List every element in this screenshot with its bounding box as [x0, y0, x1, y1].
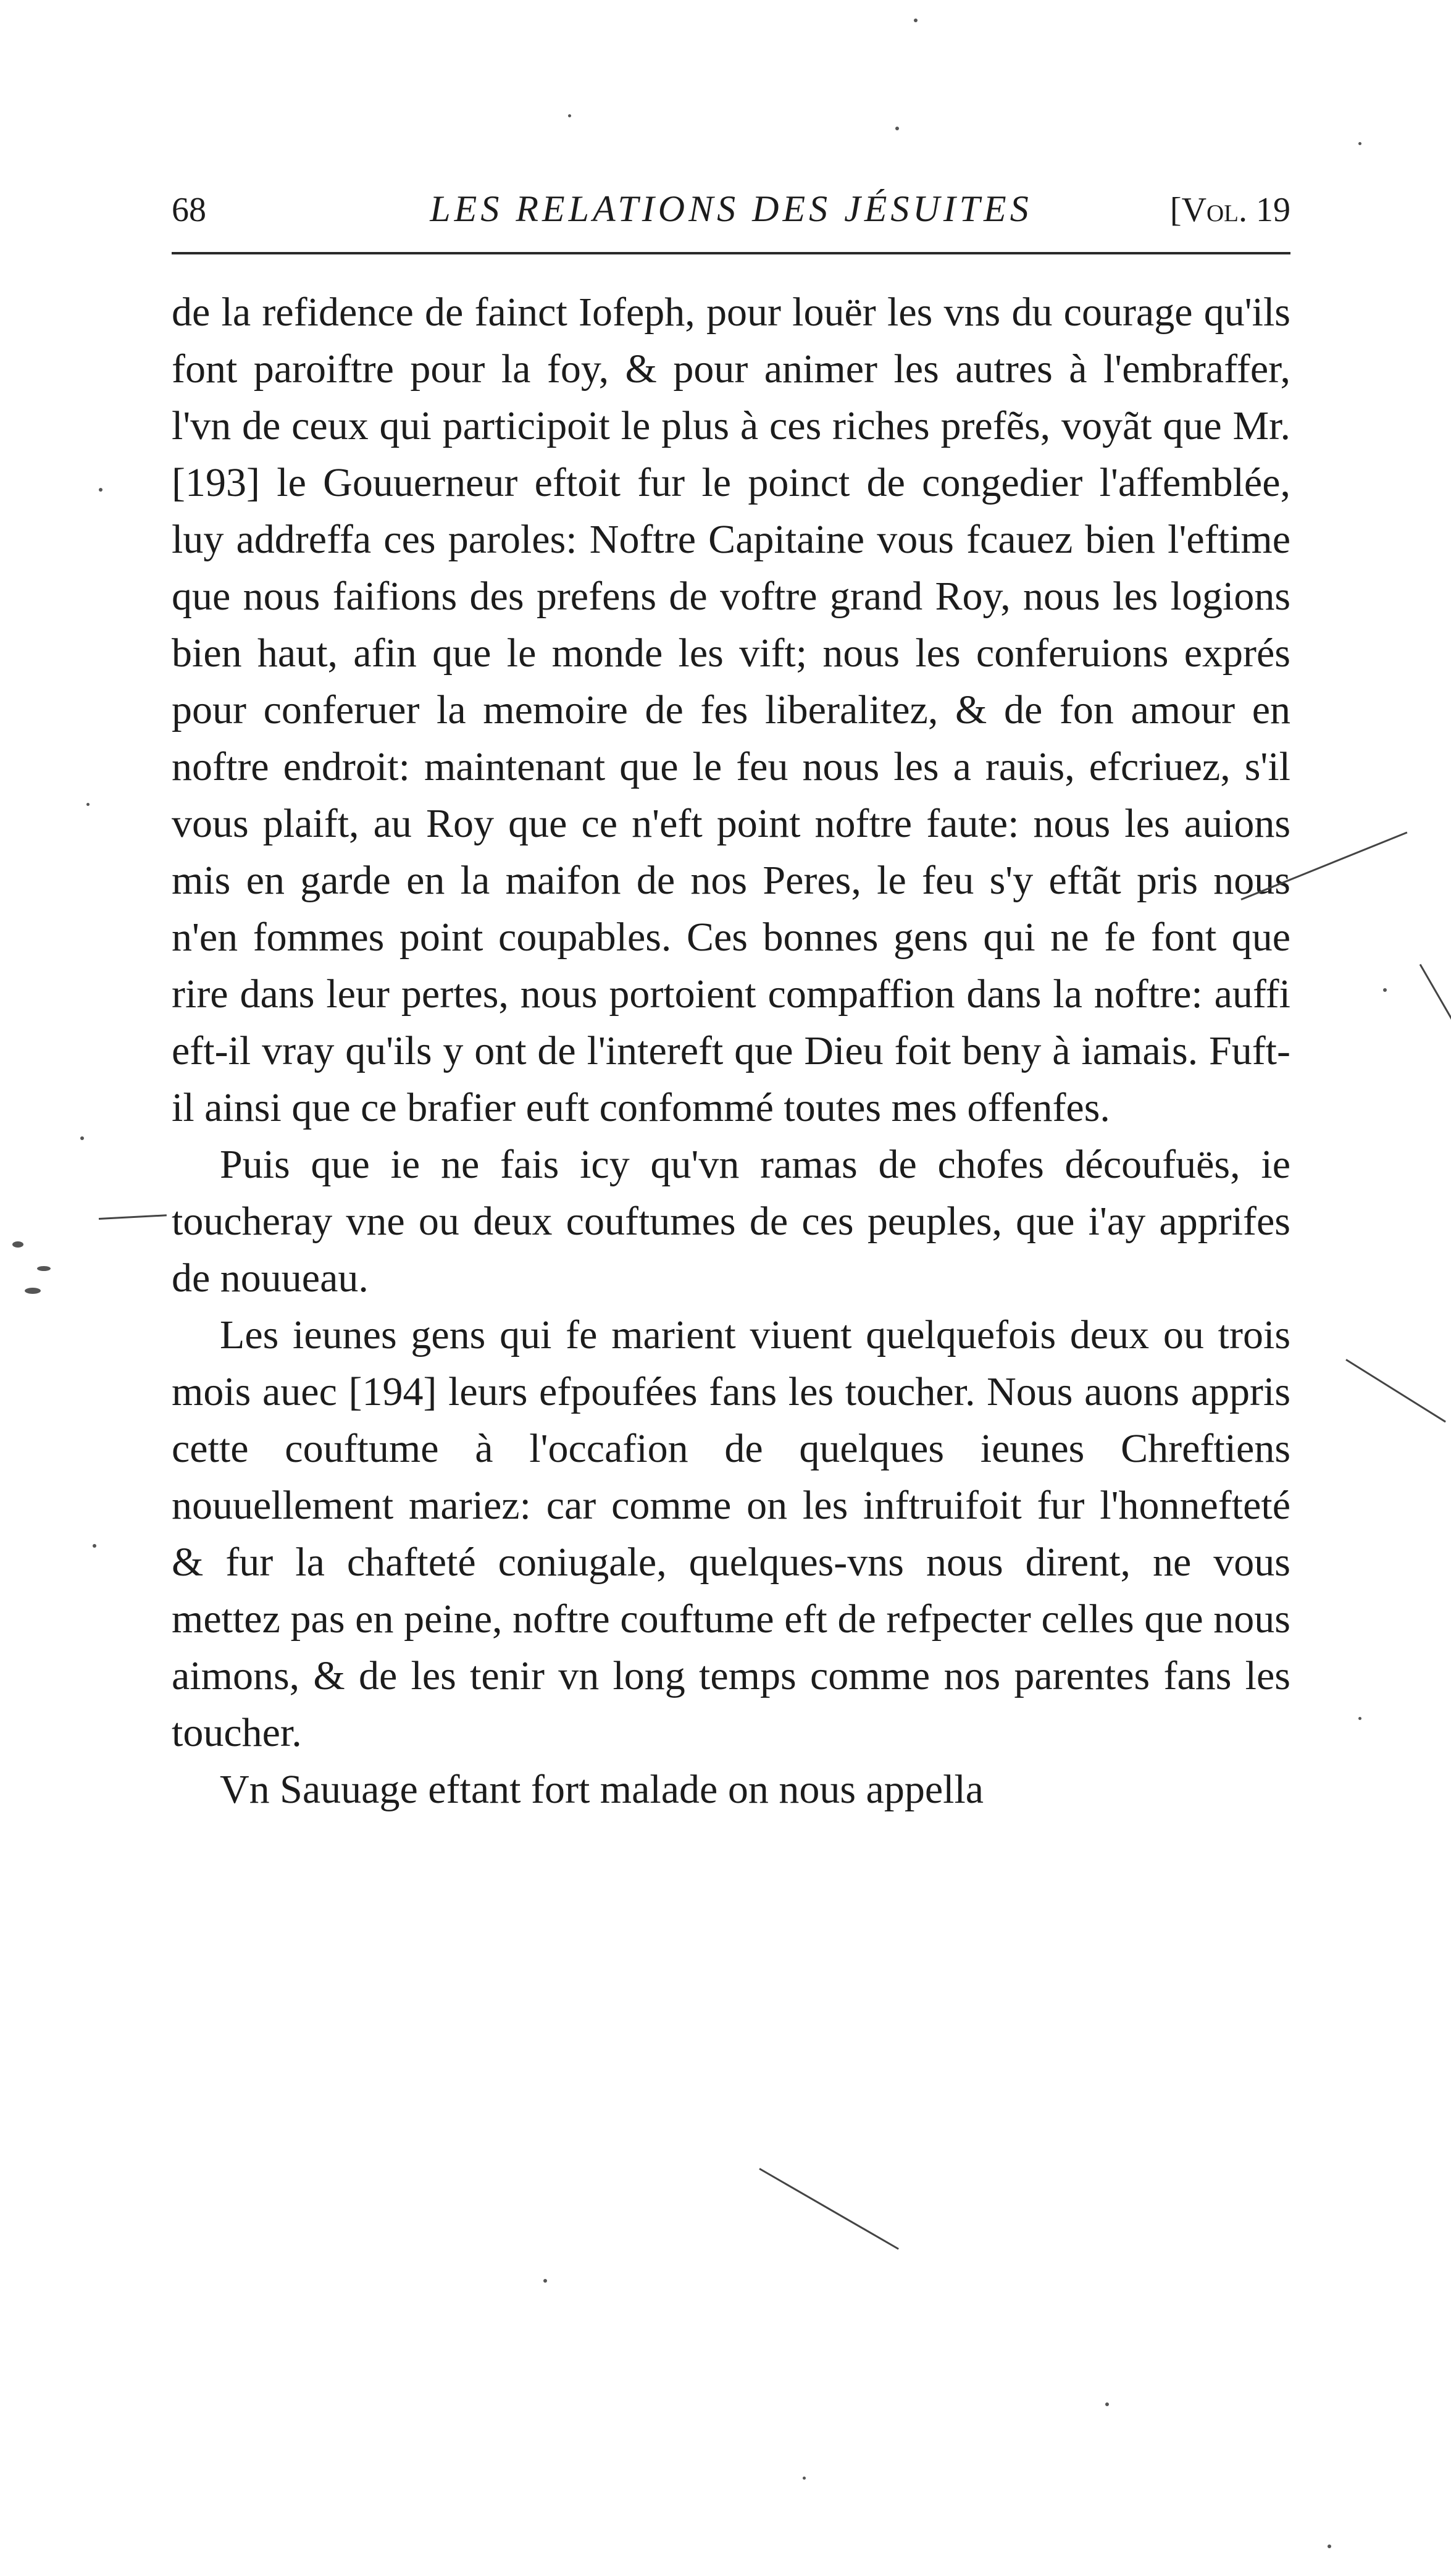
scan-speck [86, 803, 90, 806]
scan-speck [93, 1544, 96, 1548]
scan-speck [1358, 142, 1361, 145]
paragraph-4: Vn Sauuage eftant fort malade on nous appella [220, 1767, 984, 1812]
scan-speck [1358, 1717, 1361, 1720]
scan-speck [543, 2279, 547, 2283]
paragraph-3: Les ieunes gens qui fe marient viuent quelquefois deux ou trois mois auec [194] leurs efpoufées fans les toucher. Nous auons appris cette couftume à l'occafion de quelques ieunes Chreftiens nouuellement mariez: car comme on les inftruifoit fur l'honnefteté & fur la chafteté coniugale, quelques-vns nous dirent, ne vous mettez pas en peine, noftre couftume eft de refpecter celles que nous aimons, & de les tenir vn long temps comme nos parentes fans les toucher. [172, 1312, 1290, 1755]
scan-stroke [1420, 964, 1451, 1029]
header-rule [172, 252, 1290, 254]
scan-stroke [1345, 1359, 1446, 1422]
volume-label: [Vol. 19 [1169, 191, 1290, 229]
body-text [172, 284, 1290, 1818]
paragraph-1: de la refidence de fainct Iofeph, pour louër les vns du courage qu'ils font paroiftre pour la foy, & pour animer les autres à l'embraffer, l'vn de ceux qui participoit le plus à ces riches prefẽs, voyãt que Mr. [193] le Gouuerneur eftoit fur le poinct de congedier l'affemblée, luy addreffa ces paroles: Noftre Capitaine vous fcauez bien l'eftime que nous faifions des prefens de voftre grand Roy, nous les logions bien haut, afin que le monde les vift; nous les conferuions exprés pour conferuer la memoire de fes liberalitez, & de fon amour en noftre endroit: maintenant que le feu nous les a rauis, efcriuez, s'il vous plaift, au Roy que ce n'eft point noftre faute: nous les auions mis en garde en la maifon de nos Peres, le feu s'y eftãt pris nous n'en fommes point coupables. Ces bonnes gens qui ne fe font que rire dans leur pertes, nous portoient compaffion dans la noftre: auffi eft-il vray qu'ils y ont de l'intereft que Dieu foit beny à iamais. Fuft-il ainsi que ce brafier euft confommé toutes mes offenfes. [172, 290, 1290, 1130]
scan-speck [80, 1136, 84, 1140]
scan-speck [1105, 2402, 1109, 2406]
running-header [172, 185, 1290, 235]
scan-speck [37, 1266, 51, 1271]
scan-speck [914, 19, 918, 22]
scan-speck [1383, 988, 1387, 992]
page-number: 68 [172, 191, 206, 229]
scan-speck [12, 1241, 23, 1248]
paragraph-2: Puis que ie ne fais icy qu'vn ramas de chofes découfuës, ie toucheray vne ou deux couftumes de ces peuples, que i'ay apprifes de nouueau. [172, 1142, 1290, 1301]
scan-stroke [759, 2168, 899, 2250]
scan-speck [1328, 2545, 1331, 2548]
running-title: LES RELATIONS DES JÉSUITES [430, 188, 1032, 229]
scan-speck [803, 2477, 806, 2480]
scan-speck [99, 488, 102, 492]
scan-stroke [99, 1214, 167, 1220]
scan-speck [25, 1288, 41, 1294]
scan-speck [895, 127, 899, 130]
scan-speck [568, 114, 571, 117]
